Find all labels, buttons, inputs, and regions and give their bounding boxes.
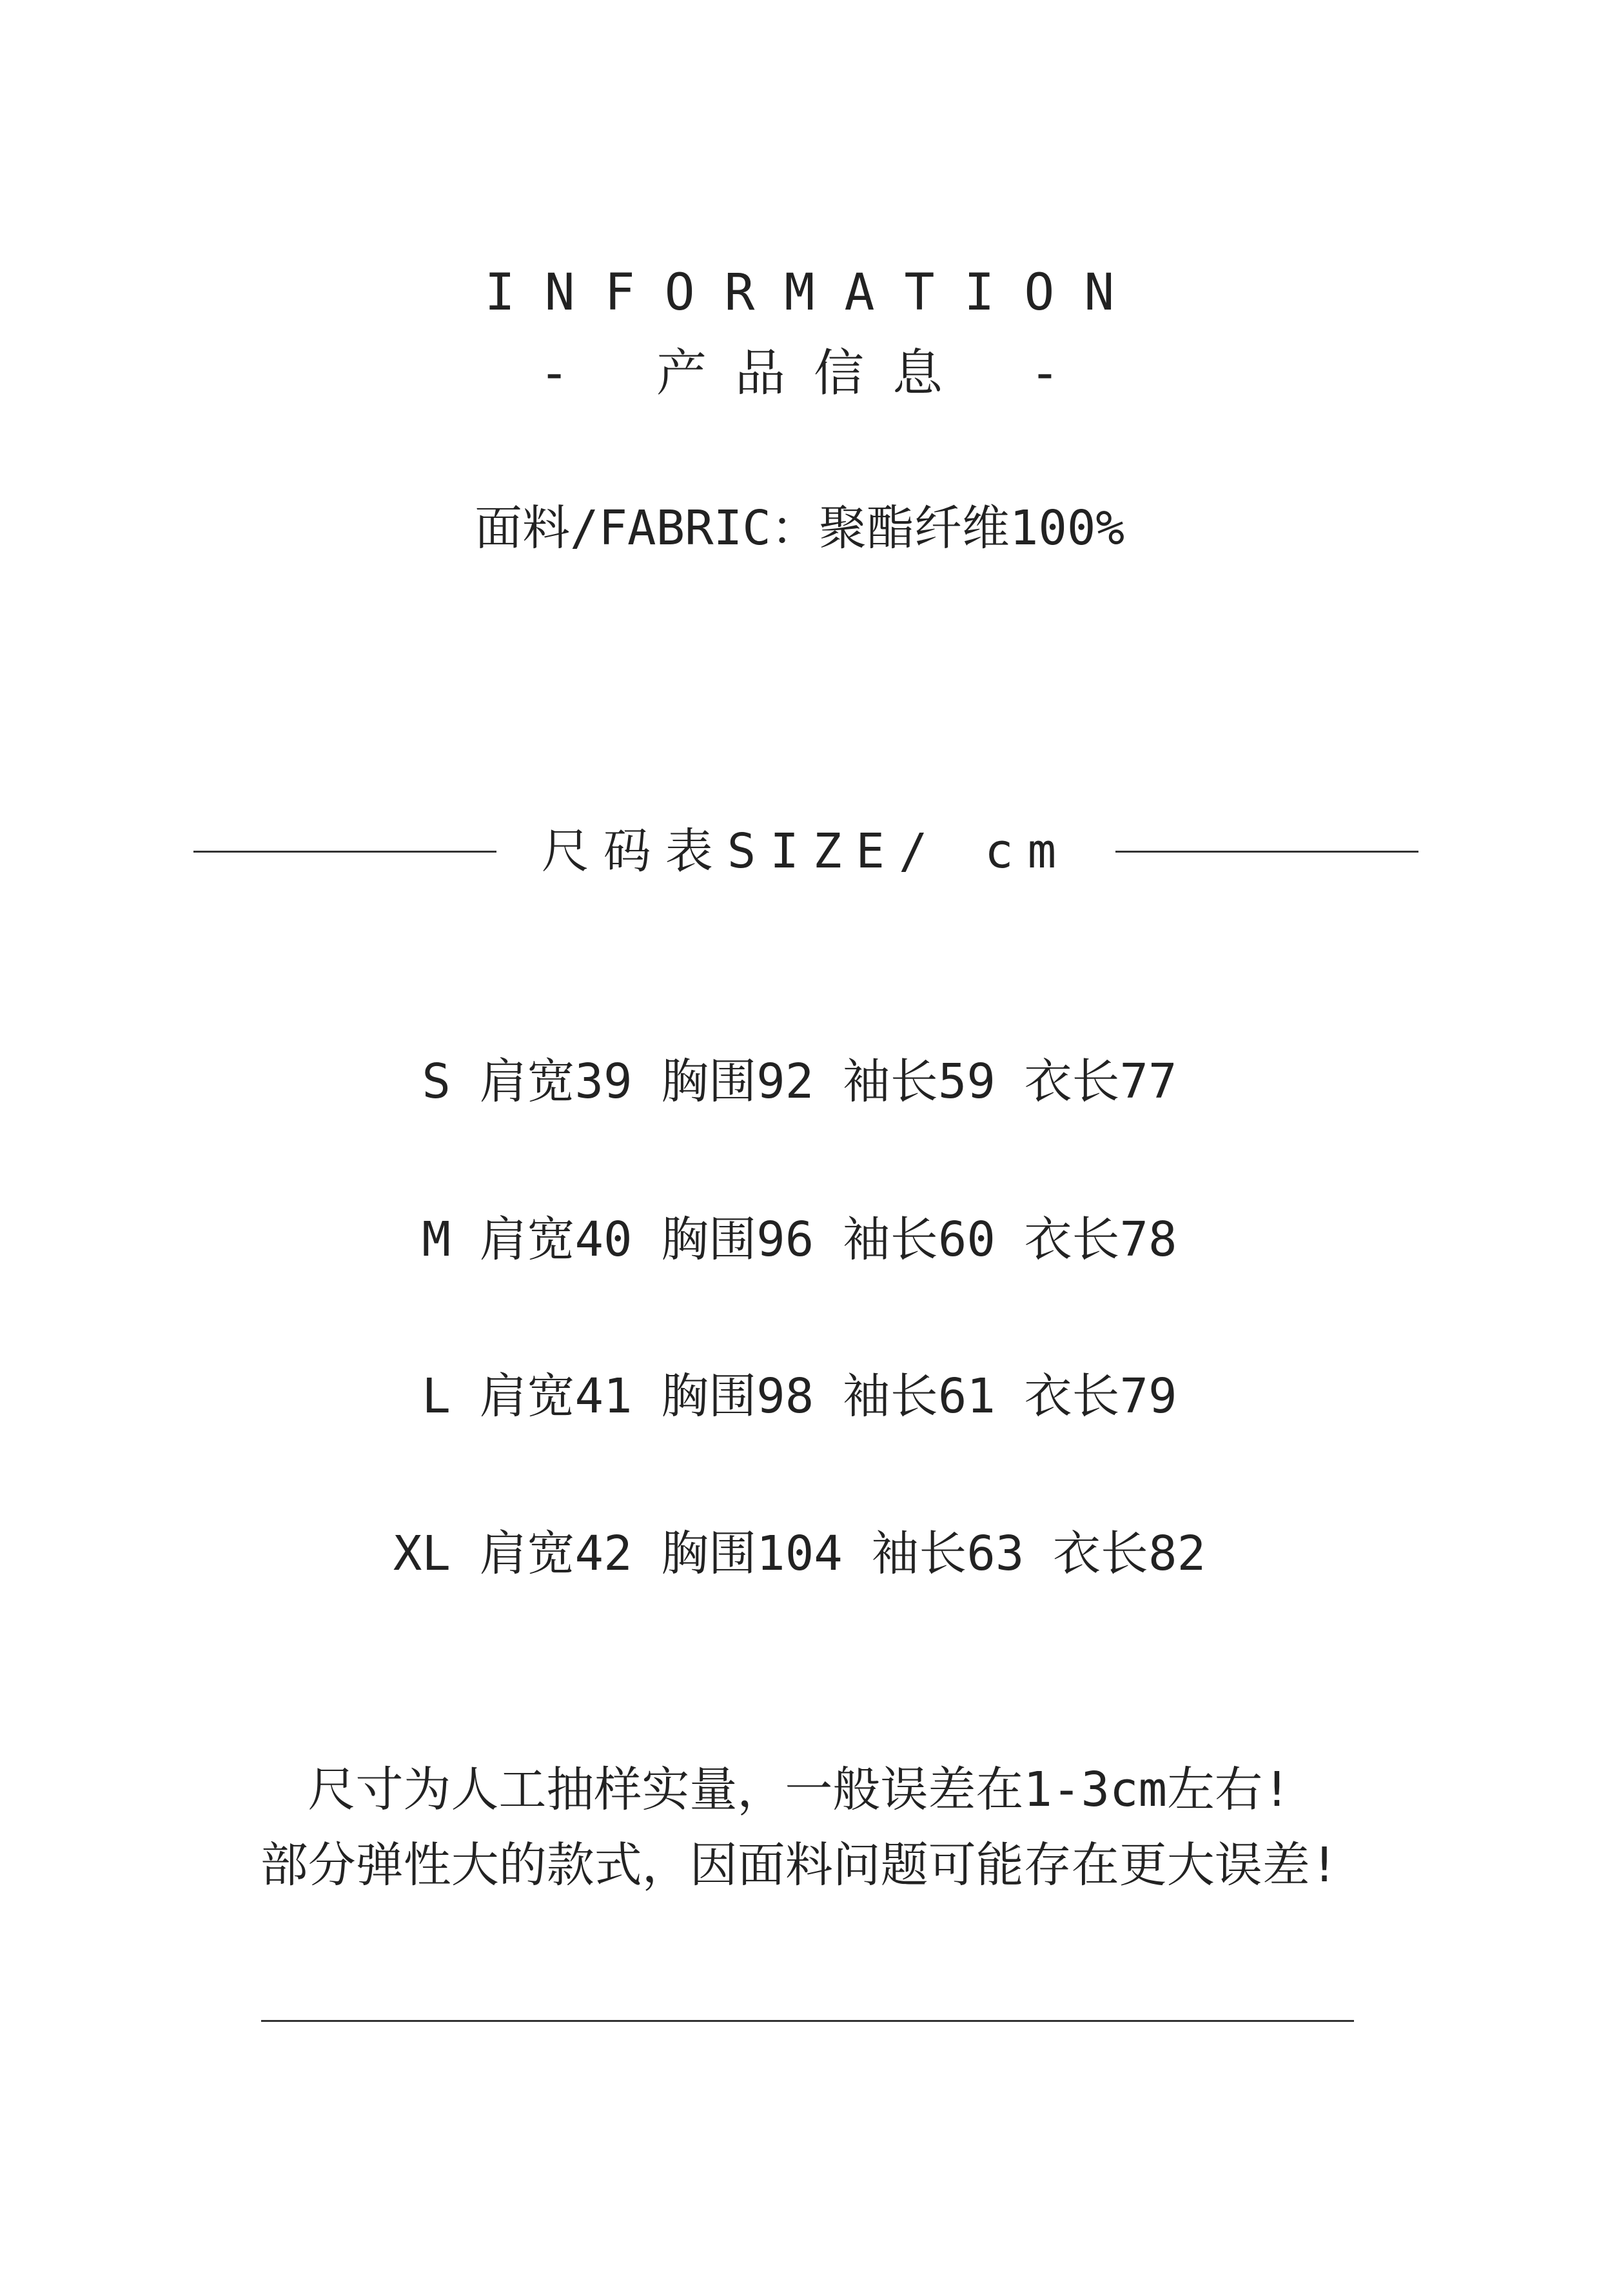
- size-row-xl: XL 肩宽42 胸围104 袖长63 衣长82: [393, 1526, 1206, 1581]
- bottom-divider: [261, 2020, 1354, 2022]
- information-subtitle: - 产品信息 -: [539, 344, 1088, 402]
- information-title: INFORMATION: [484, 264, 1144, 322]
- size-table-header: [193, 819, 1418, 884]
- size-row-l: L 肩宽41 胸围98 袖长61 衣长79: [422, 1369, 1177, 1424]
- header-rule-left: [193, 851, 496, 853]
- header-rule-right: [1115, 851, 1418, 853]
- elasticity-note: 部分弹性大的款式，因面料问题可能存在更大误差!: [260, 1837, 1339, 1893]
- fabric-info: 面料/FABRIC：聚酯纤维100%: [474, 500, 1125, 556]
- measurement-note: 尺寸为人工抽样实量，一般误差在1-3cm左右!: [308, 1762, 1291, 1817]
- size-table-title: 尺码表SIZE/ cm: [541, 824, 1071, 879]
- size-row-m: M 肩宽40 胸围96 袖长60 衣长78: [422, 1212, 1177, 1267]
- size-row-s: S 肩宽39 胸围92 袖长59 衣长77: [422, 1054, 1177, 1109]
